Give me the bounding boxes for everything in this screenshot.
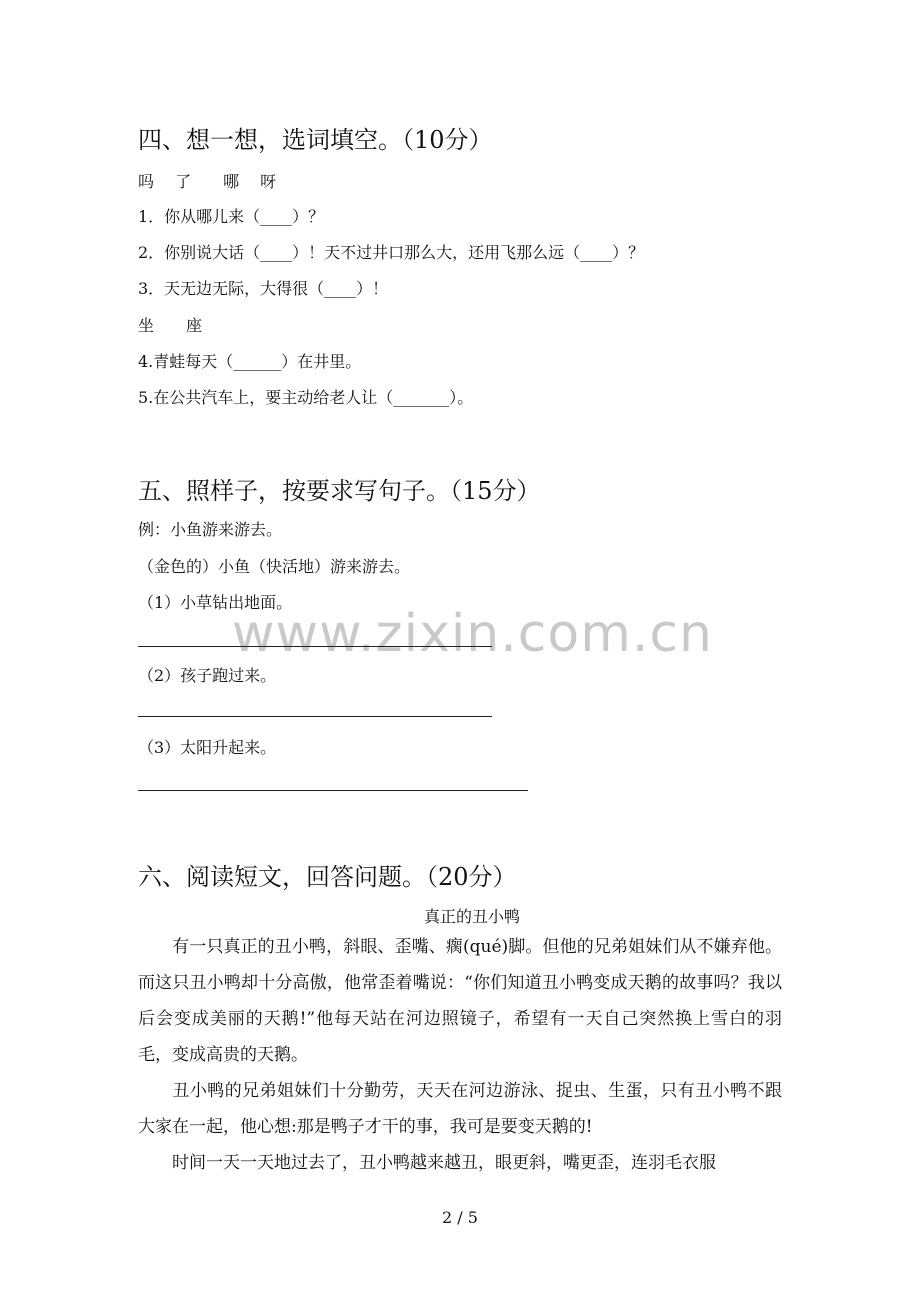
question-3: 3．天无边无际，大得很（____）！: [138, 279, 389, 298]
example-sentence: 例：小鱼游来游去。: [138, 520, 283, 539]
word-bank-1: 吗 了 哪 呀: [138, 172, 277, 191]
question-2: 2．你别说大话（____）！天不过井口那么大，还用飞那么远（____）？: [138, 243, 645, 262]
section5-heading: 五、照样子，按要求写句子。（15分）: [138, 477, 541, 505]
rewrite-question-3: （3）太阳升起来。: [138, 738, 277, 757]
answer-line-1[interactable]: [138, 646, 492, 647]
passage-title: 真正的丑小鸭: [423, 907, 520, 926]
passage-paragraph-1: [138, 929, 782, 1073]
rewrite-question-2: （2）孩子跑过来。: [138, 666, 277, 685]
section4-heading: 四、想一想，选词填空。（10分）: [138, 126, 493, 154]
passage-paragraph-2-text: 丑小鸭的兄弟姐妹们十分勤劳，天天在河边游泳、捉虫、生蛋，只有丑小鸭不跟大家在一起，他心想:那是鸭子才干的事，我可是要变天鹅的!: [138, 1081, 782, 1137]
page-number: 2 / 5: [442, 1208, 478, 1227]
watermark: www.zixin.com.cn: [232, 604, 713, 664]
answer-line-2[interactable]: [138, 716, 492, 717]
example-answer: （金色的）小鱼（快活地）游来游去。: [138, 557, 411, 576]
passage-paragraph-1-text: 有一只真正的丑小鸭，斜眼、歪嘴、瘸(qué)脚。但他的兄弟姐妹们从不嫌弃他。而这只丑小鸭却十分高傲，他常歪着嘴说：“你们知道丑小鸭变成天鹅的故事吗？我以后会变成美丽的天鹅!”他每天站在河边照镜子，希望有一天自己突然换上雪白的羽毛，变成高贵的天鹅。: [138, 937, 782, 1065]
answer-line-3[interactable]: [138, 790, 528, 791]
question-4: 4.青蛙每天（______）在井里。: [138, 352, 362, 371]
word-bank-2: 坐 座: [138, 316, 203, 335]
section6-heading: 六、阅读短文，回答问题。（20分）: [138, 863, 517, 891]
rewrite-question-1: （1）小草钻出地面。: [138, 593, 293, 612]
passage-paragraph-3-text: 时间一天一天地过去了，丑小鸭越来越丑，眼更斜，嘴更歪，连羽毛衣服: [172, 1153, 716, 1173]
passage-paragraph-3: [138, 1145, 782, 1181]
question-5: 5.在公共汽车上，要主动给老人让（_______）。: [138, 388, 474, 407]
passage-paragraph-2: [138, 1073, 782, 1145]
question-1: 1．你从哪儿来（____）？: [138, 207, 325, 226]
